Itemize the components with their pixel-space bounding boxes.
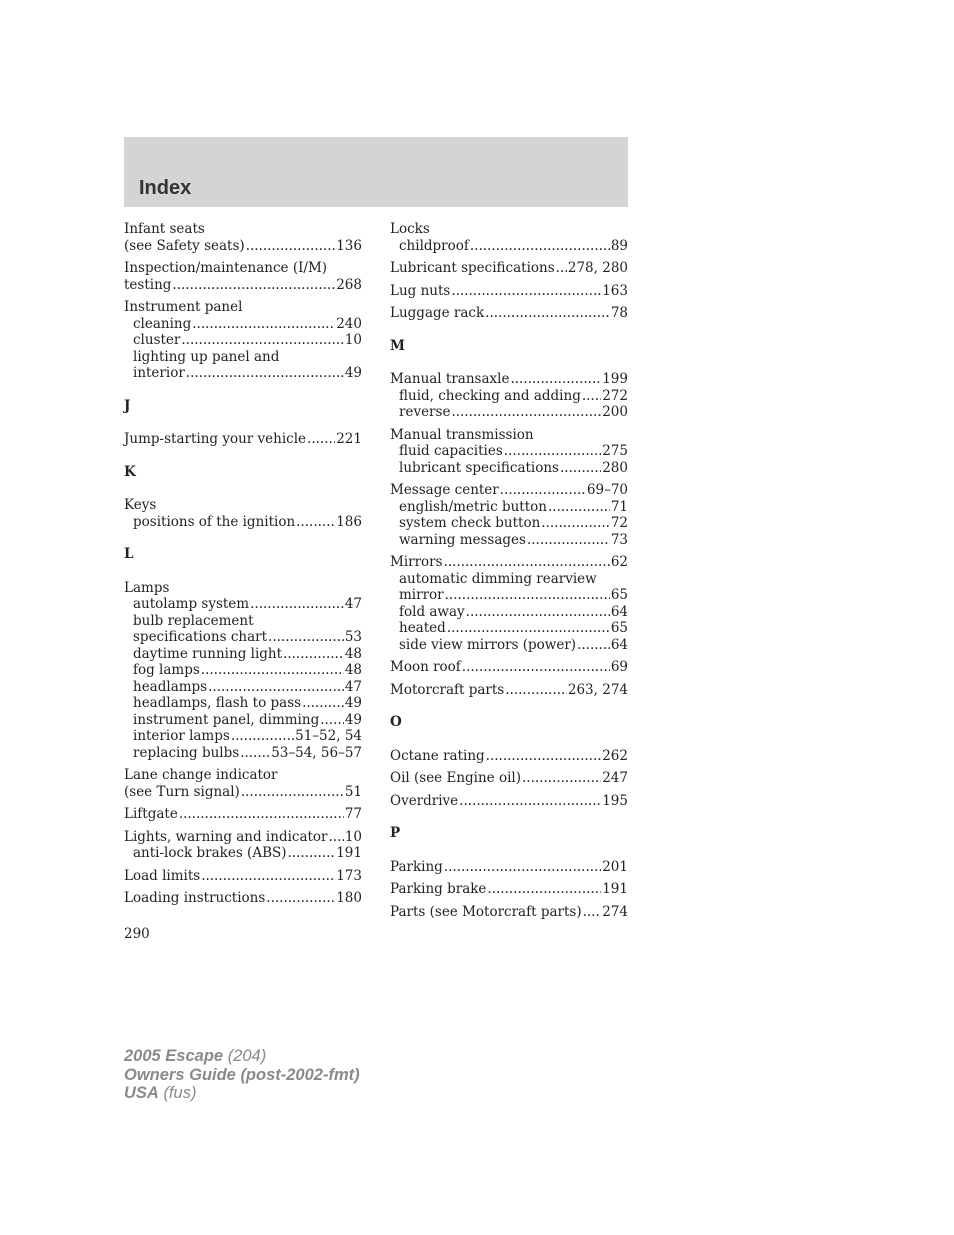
page-reference: 163 <box>602 282 628 299</box>
entry-text: cluster <box>133 332 181 348</box>
footer-line-market <box>124 1084 360 1103</box>
dot-leader <box>241 784 344 801</box>
page-reference: 195 <box>602 792 628 809</box>
entry-text: instrument panel, dimming <box>133 711 320 728</box>
page-reference: 280 <box>602 459 628 476</box>
index-header-bar <box>124 137 628 207</box>
index-subentry <box>390 587 628 604</box>
entry-text: headlamps <box>133 678 208 695</box>
page-number: 290 <box>124 926 150 942</box>
document-footer <box>124 1047 360 1103</box>
index-subentry <box>124 662 362 679</box>
entry-text: lighting up panel and <box>133 348 280 365</box>
index-subentry <box>390 532 628 549</box>
index-entry <box>390 554 628 653</box>
index-entry-line <box>124 431 362 448</box>
index-entry <box>390 305 628 322</box>
index-entry-line <box>124 806 362 823</box>
entry-text: warning messages <box>399 531 526 548</box>
dot-leader <box>500 482 586 499</box>
entry-text: fluid, checking and adding <box>399 387 581 404</box>
index-entry <box>124 868 362 885</box>
page-reference: 65 <box>610 620 628 636</box>
index-entry-line <box>124 260 362 277</box>
entry-text: Load limits <box>124 867 201 884</box>
index-subentry <box>390 571 628 588</box>
dot-leader <box>582 388 601 405</box>
page-reference: 240 <box>336 315 362 332</box>
index-entry-line <box>124 784 362 801</box>
entry-text: reverse <box>399 404 451 420</box>
dot-leader <box>179 806 344 823</box>
index-subentry <box>124 629 362 646</box>
entry-text: Message center <box>390 482 499 498</box>
index-subentry <box>390 460 628 477</box>
entry-text: Lubricant specifications <box>390 260 555 276</box>
index-entry-line <box>124 868 362 885</box>
page-reference: 77 <box>344 806 362 822</box>
index-entry-line <box>390 554 628 571</box>
index-subentry <box>390 515 628 532</box>
dot-leader <box>451 283 601 300</box>
index-subentry <box>124 712 362 729</box>
entry-text: Luggage rack <box>390 305 485 321</box>
entry-text: Locks <box>390 221 430 237</box>
entry-text: Mirrors <box>390 554 443 570</box>
entry-text: Manual transaxle <box>390 371 510 387</box>
entry-text: (see Safety seats) <box>124 237 245 254</box>
dot-leader <box>246 238 336 255</box>
entry-text: Jump-starting your vehicle <box>124 431 307 447</box>
footer-line-model <box>124 1047 360 1066</box>
index-entry <box>390 659 628 676</box>
page-reference: 73 <box>610 531 628 548</box>
entry-text: daytime running light <box>133 645 283 662</box>
dot-leader <box>560 460 601 477</box>
entry-text: lubricant specifications <box>399 459 559 476</box>
entry-text: Parking <box>390 858 443 875</box>
page-reference: 272 <box>602 387 628 404</box>
page-reference: 191 <box>602 881 628 897</box>
entry-text: Moon roof <box>390 659 461 675</box>
footer-line-guide <box>124 1066 360 1085</box>
index-entry <box>124 829 362 862</box>
index-entry <box>124 221 362 254</box>
entry-text: heated <box>399 620 446 636</box>
index-entry-line <box>124 497 362 514</box>
index-entry-line <box>390 904 628 921</box>
dot-leader <box>208 679 344 696</box>
index-entry-line <box>390 305 628 322</box>
page-reference: 48 <box>344 662 362 678</box>
index-entry <box>390 283 628 300</box>
entry-text: fold away <box>399 603 465 620</box>
entry-text: Instrument panel <box>124 299 243 315</box>
footer-market: USA <box>124 1084 159 1102</box>
dot-leader <box>288 845 336 862</box>
page-reference: 64 <box>610 603 628 620</box>
page-reference: 278, 280 <box>567 260 628 276</box>
page-reference: 180 <box>336 890 362 906</box>
entry-text: Manual transmission <box>390 426 534 443</box>
dot-leader <box>192 316 335 333</box>
entry-text: Keys <box>124 497 157 513</box>
page-reference: 53–54, 56–57 <box>271 744 362 761</box>
page-title: Index <box>139 177 192 199</box>
dot-leader <box>172 277 335 294</box>
page-reference: 275 <box>602 443 628 459</box>
entry-text: testing <box>124 276 172 293</box>
dot-leader <box>240 745 270 762</box>
index-subentry <box>390 443 628 460</box>
index-entry-line <box>124 890 362 907</box>
page-reference: 262 <box>602 747 628 764</box>
index-entry-line <box>390 260 628 277</box>
index-entry-line <box>124 299 362 316</box>
dot-leader <box>181 332 343 349</box>
index-subentry <box>124 316 362 333</box>
dot-leader <box>541 515 610 532</box>
page-reference: 247 <box>602 770 628 786</box>
footer-guide: Owners Guide (post-2002-fmt) <box>124 1065 360 1084</box>
index-subentry <box>124 845 362 862</box>
index-entry <box>390 859 628 876</box>
page-reference: 64 <box>610 636 628 653</box>
index-subentry <box>390 388 628 405</box>
index-entry <box>390 881 628 898</box>
index-entry-line <box>390 427 628 444</box>
dot-leader <box>320 712 344 729</box>
index-entry-line <box>124 580 362 597</box>
dot-leader <box>556 260 567 277</box>
dot-leader <box>462 659 610 676</box>
footer-model-code: (204) <box>227 1047 267 1065</box>
index-entry-line <box>390 770 628 787</box>
index-entry-line <box>124 277 362 294</box>
entry-text: Overdrive <box>390 792 459 809</box>
page-reference: 268 <box>336 276 362 293</box>
entry-text: Inspection/maintenance (I/M) <box>124 260 328 276</box>
entry-text: interior lamps <box>133 728 230 744</box>
dot-leader <box>451 404 601 421</box>
page-reference: 51–52, 54 <box>295 728 362 744</box>
dot-leader <box>504 443 601 460</box>
index-entry-line <box>124 829 362 846</box>
page-reference: 65 <box>610 587 628 603</box>
index-subentry <box>124 514 362 531</box>
entry-text: Octane rating <box>390 747 485 764</box>
dot-leader <box>470 238 610 255</box>
entry-text: Parts (see Motorcraft parts) <box>390 903 582 920</box>
index-entry-line <box>390 682 628 699</box>
index-subentry <box>124 596 362 613</box>
index-entry-line <box>390 659 628 676</box>
page-reference: 69–70 <box>586 482 628 498</box>
dot-leader <box>505 682 567 699</box>
page-reference: 191 <box>336 845 362 861</box>
page-reference: 201 <box>602 858 628 875</box>
entry-text: cleaning <box>133 315 192 332</box>
page-reference: 173 <box>336 867 362 884</box>
entry-text: Liftgate <box>124 806 178 822</box>
dot-leader <box>522 770 601 787</box>
page-reference: 89 <box>610 237 628 254</box>
entry-text: autolamp system <box>133 596 250 612</box>
dot-leader <box>548 499 610 516</box>
index-section-letter: M <box>390 337 405 354</box>
dot-leader <box>186 365 344 382</box>
entry-text: (see Turn signal) <box>124 783 240 800</box>
page-reference: 49 <box>344 695 362 711</box>
page-reference: 78 <box>610 305 628 321</box>
index-entry <box>390 904 628 921</box>
page-reference: 53 <box>344 629 362 645</box>
index-column-left <box>124 221 362 913</box>
dot-leader <box>250 596 344 613</box>
page-reference: 263, 274 <box>567 681 628 698</box>
index-entry <box>390 793 628 810</box>
index-entry <box>390 371 628 421</box>
index-subentry <box>390 404 628 421</box>
index-entry <box>390 482 628 548</box>
dot-leader <box>268 629 344 646</box>
dot-leader <box>266 890 335 907</box>
entry-text: positions of the ignition <box>133 513 296 530</box>
dot-leader <box>447 620 610 637</box>
dot-leader <box>445 587 610 604</box>
entry-text: interior <box>133 365 185 381</box>
index-subentry <box>124 613 362 630</box>
dot-leader <box>296 514 335 531</box>
index-subentry <box>390 499 628 516</box>
dot-leader <box>487 881 601 898</box>
index-entry-line <box>390 793 628 810</box>
entry-text: bulb replacement <box>133 612 254 629</box>
index-entry <box>390 221 628 254</box>
index-entry <box>124 890 362 907</box>
page-reference: 71 <box>610 498 628 515</box>
index-entry-line <box>390 283 628 300</box>
index-subentry <box>124 332 362 349</box>
index-subentry <box>124 349 362 366</box>
dot-leader <box>201 868 335 885</box>
dot-leader <box>577 637 610 654</box>
entry-text: Parking brake <box>390 881 487 897</box>
index-subentry <box>124 745 362 762</box>
dot-leader <box>583 904 602 921</box>
entry-text: specifications chart <box>133 629 268 645</box>
dot-leader <box>459 793 601 810</box>
dot-leader <box>307 431 335 448</box>
index-entry <box>124 580 362 762</box>
dot-leader <box>201 662 344 679</box>
index-entry <box>390 260 628 277</box>
index-subentry <box>124 695 362 712</box>
entry-text: Lights, warning and indicator <box>124 828 328 845</box>
dot-leader <box>444 554 610 571</box>
dot-leader <box>231 728 294 745</box>
index-subentry <box>390 620 628 637</box>
page-reference: 10 <box>344 828 362 845</box>
entry-text: fog lamps <box>133 662 200 678</box>
index-entry <box>390 427 628 477</box>
page-reference: 51 <box>344 783 362 800</box>
page-reference: 10 <box>344 332 362 348</box>
index-entry <box>390 748 628 765</box>
entry-text: mirror <box>399 587 444 603</box>
index-subentry <box>390 238 628 255</box>
index-entry-line <box>124 767 362 784</box>
index-entry-line <box>124 221 362 238</box>
page-reference: 49 <box>344 711 362 728</box>
dot-leader <box>283 646 344 663</box>
index-entry <box>124 806 362 823</box>
index-entry <box>390 770 628 787</box>
index-subentry <box>124 646 362 663</box>
entry-text: automatic dimming rearview <box>399 570 597 587</box>
entry-text: Motorcraft parts <box>390 681 505 698</box>
entry-text: side view mirrors (power) <box>399 636 577 653</box>
index-entry <box>124 497 362 530</box>
footer-model: 2005 Escape <box>124 1047 224 1065</box>
index-entry <box>124 299 362 382</box>
dot-leader <box>302 695 344 712</box>
index-entry-line <box>390 371 628 388</box>
entry-text: Lug nuts <box>390 282 451 299</box>
dot-leader <box>527 532 610 549</box>
page-reference: 221 <box>336 431 362 447</box>
entry-text: headlamps, flash to pass <box>133 695 302 711</box>
entry-text: Lane change indicator <box>124 767 278 783</box>
page-reference: 49 <box>344 365 362 381</box>
dot-leader <box>485 305 610 322</box>
page-reference: 47 <box>344 678 362 695</box>
page-reference: 69 <box>610 659 628 675</box>
index-entry <box>124 431 362 448</box>
entry-text: childproof <box>399 237 469 254</box>
index-entry <box>124 767 362 800</box>
dot-leader <box>466 604 610 621</box>
entry-text: fluid capacities <box>399 443 503 459</box>
index-entry-line <box>390 859 628 876</box>
entry-text: Lamps <box>124 579 170 596</box>
index-entry-line <box>390 221 628 238</box>
footer-market-code: (fus) <box>163 1084 197 1102</box>
entry-text: english/metric button <box>399 498 547 515</box>
index-section-letter: K <box>124 463 136 480</box>
page-reference: 47 <box>344 596 362 612</box>
index-entry-line <box>124 238 362 255</box>
index-entry-line <box>390 482 628 499</box>
entry-text: replacing bulbs <box>133 744 240 761</box>
page-reference: 62 <box>610 554 628 570</box>
page-reference: 200 <box>602 404 628 420</box>
index-subentry <box>390 637 628 654</box>
page-reference: 274 <box>602 903 628 920</box>
entry-text: system check button <box>399 515 541 531</box>
entry-text: Infant seats <box>124 221 205 237</box>
page-reference: 199 <box>602 371 628 387</box>
entry-text: anti-lock brakes (ABS) <box>133 845 287 861</box>
index-section-letter: J <box>124 397 131 414</box>
dot-leader <box>329 829 344 846</box>
index-subentry <box>124 365 362 382</box>
index-entry-line <box>390 881 628 898</box>
page-reference: 186 <box>336 513 362 530</box>
dot-leader <box>510 371 601 388</box>
index-subentry <box>124 679 362 696</box>
dot-leader <box>486 748 602 765</box>
index-subentry <box>124 728 362 745</box>
dot-leader <box>444 859 601 876</box>
index-column-right <box>390 221 628 926</box>
index-entry <box>124 260 362 293</box>
index-subentry <box>390 604 628 621</box>
index-entry-line <box>390 748 628 765</box>
index-section-letter: O <box>390 714 402 730</box>
index-section-letter: L <box>124 546 134 562</box>
index-section-letter: P <box>390 825 401 841</box>
page-reference: 72 <box>610 515 628 531</box>
index-entry <box>390 682 628 699</box>
entry-text: Loading instructions <box>124 890 266 906</box>
page-reference: 136 <box>336 237 362 254</box>
page-reference: 48 <box>344 645 362 662</box>
entry-text: Oil (see Engine oil) <box>390 770 521 786</box>
